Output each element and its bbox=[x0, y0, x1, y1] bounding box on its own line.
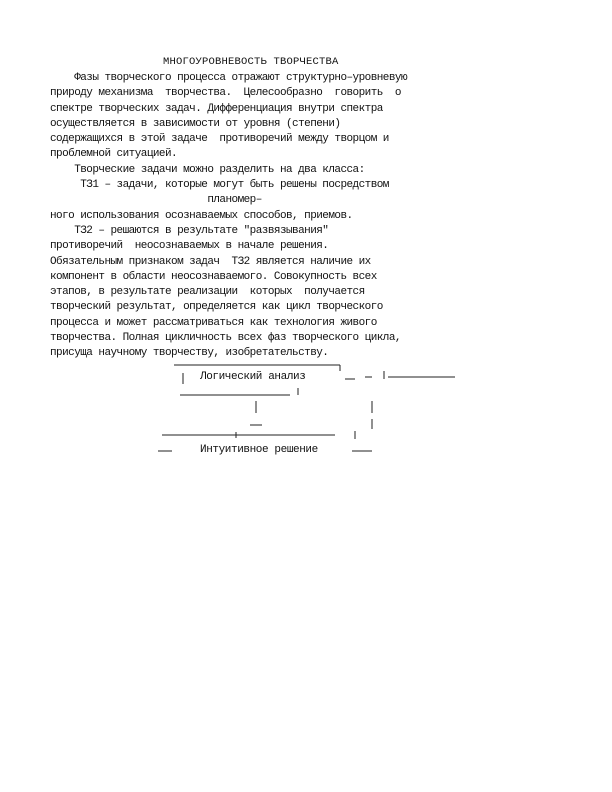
text-line: присуща научному творчеству, изобретательству. bbox=[50, 347, 329, 360]
text-line: творчества. Полная цикличность всех фаз творческого цикла, bbox=[50, 332, 401, 345]
text-line: противоречий неосознаваемых в начале решения. bbox=[50, 240, 329, 253]
text-line: проблемной ситуацией. bbox=[50, 148, 178, 161]
text-line: Обязательным признаком задач ТЗ2 является наличие их bbox=[50, 255, 371, 268]
box-label-logical-analysis: Логический анализ bbox=[200, 371, 306, 383]
text-line: природу механизма творчества. Целесообразно говорить о bbox=[50, 87, 401, 100]
page-title: МНОГОУРОВНЕВОСТЬ ТВОРЧЕСТВА bbox=[163, 56, 339, 68]
text-line: содержащихся в этой задаче противоречий между творцом и bbox=[50, 133, 389, 146]
text-line: ТЗ1 – задачи, которые могут быть решены посредством bbox=[50, 179, 389, 192]
text-line: процесса и может рассматриваться как технология живого bbox=[50, 316, 377, 329]
text-line: Фазы творческого процесса отражают структурно–уровневую bbox=[50, 72, 408, 84]
text-line: планомер– bbox=[50, 194, 262, 207]
text-line: ТЗ2 – решаются в результате "развязывания" bbox=[50, 224, 329, 237]
text-line: компонент в области неосознаваемого. Совокупность всех bbox=[50, 270, 377, 283]
text-line: ного использования осознаваемых способов, приемов. bbox=[50, 209, 353, 222]
flow-diagram bbox=[150, 357, 470, 462]
text-line: спектре творческих задач. Дифференциация внутри спектра bbox=[50, 102, 383, 115]
text-line: этапов, в результате реализации которых получается bbox=[50, 286, 365, 299]
box-label-intuitive-solution: Интуитивное решение bbox=[200, 444, 318, 456]
document-body bbox=[50, 71, 590, 362]
text-line: осуществляется в зависимости от уровня (степени) bbox=[50, 117, 341, 130]
text-line: творческий результат, определяется как цикл творческого bbox=[50, 301, 383, 314]
text-line: Творческие задачи можно разделить на два класса: bbox=[50, 163, 365, 176]
